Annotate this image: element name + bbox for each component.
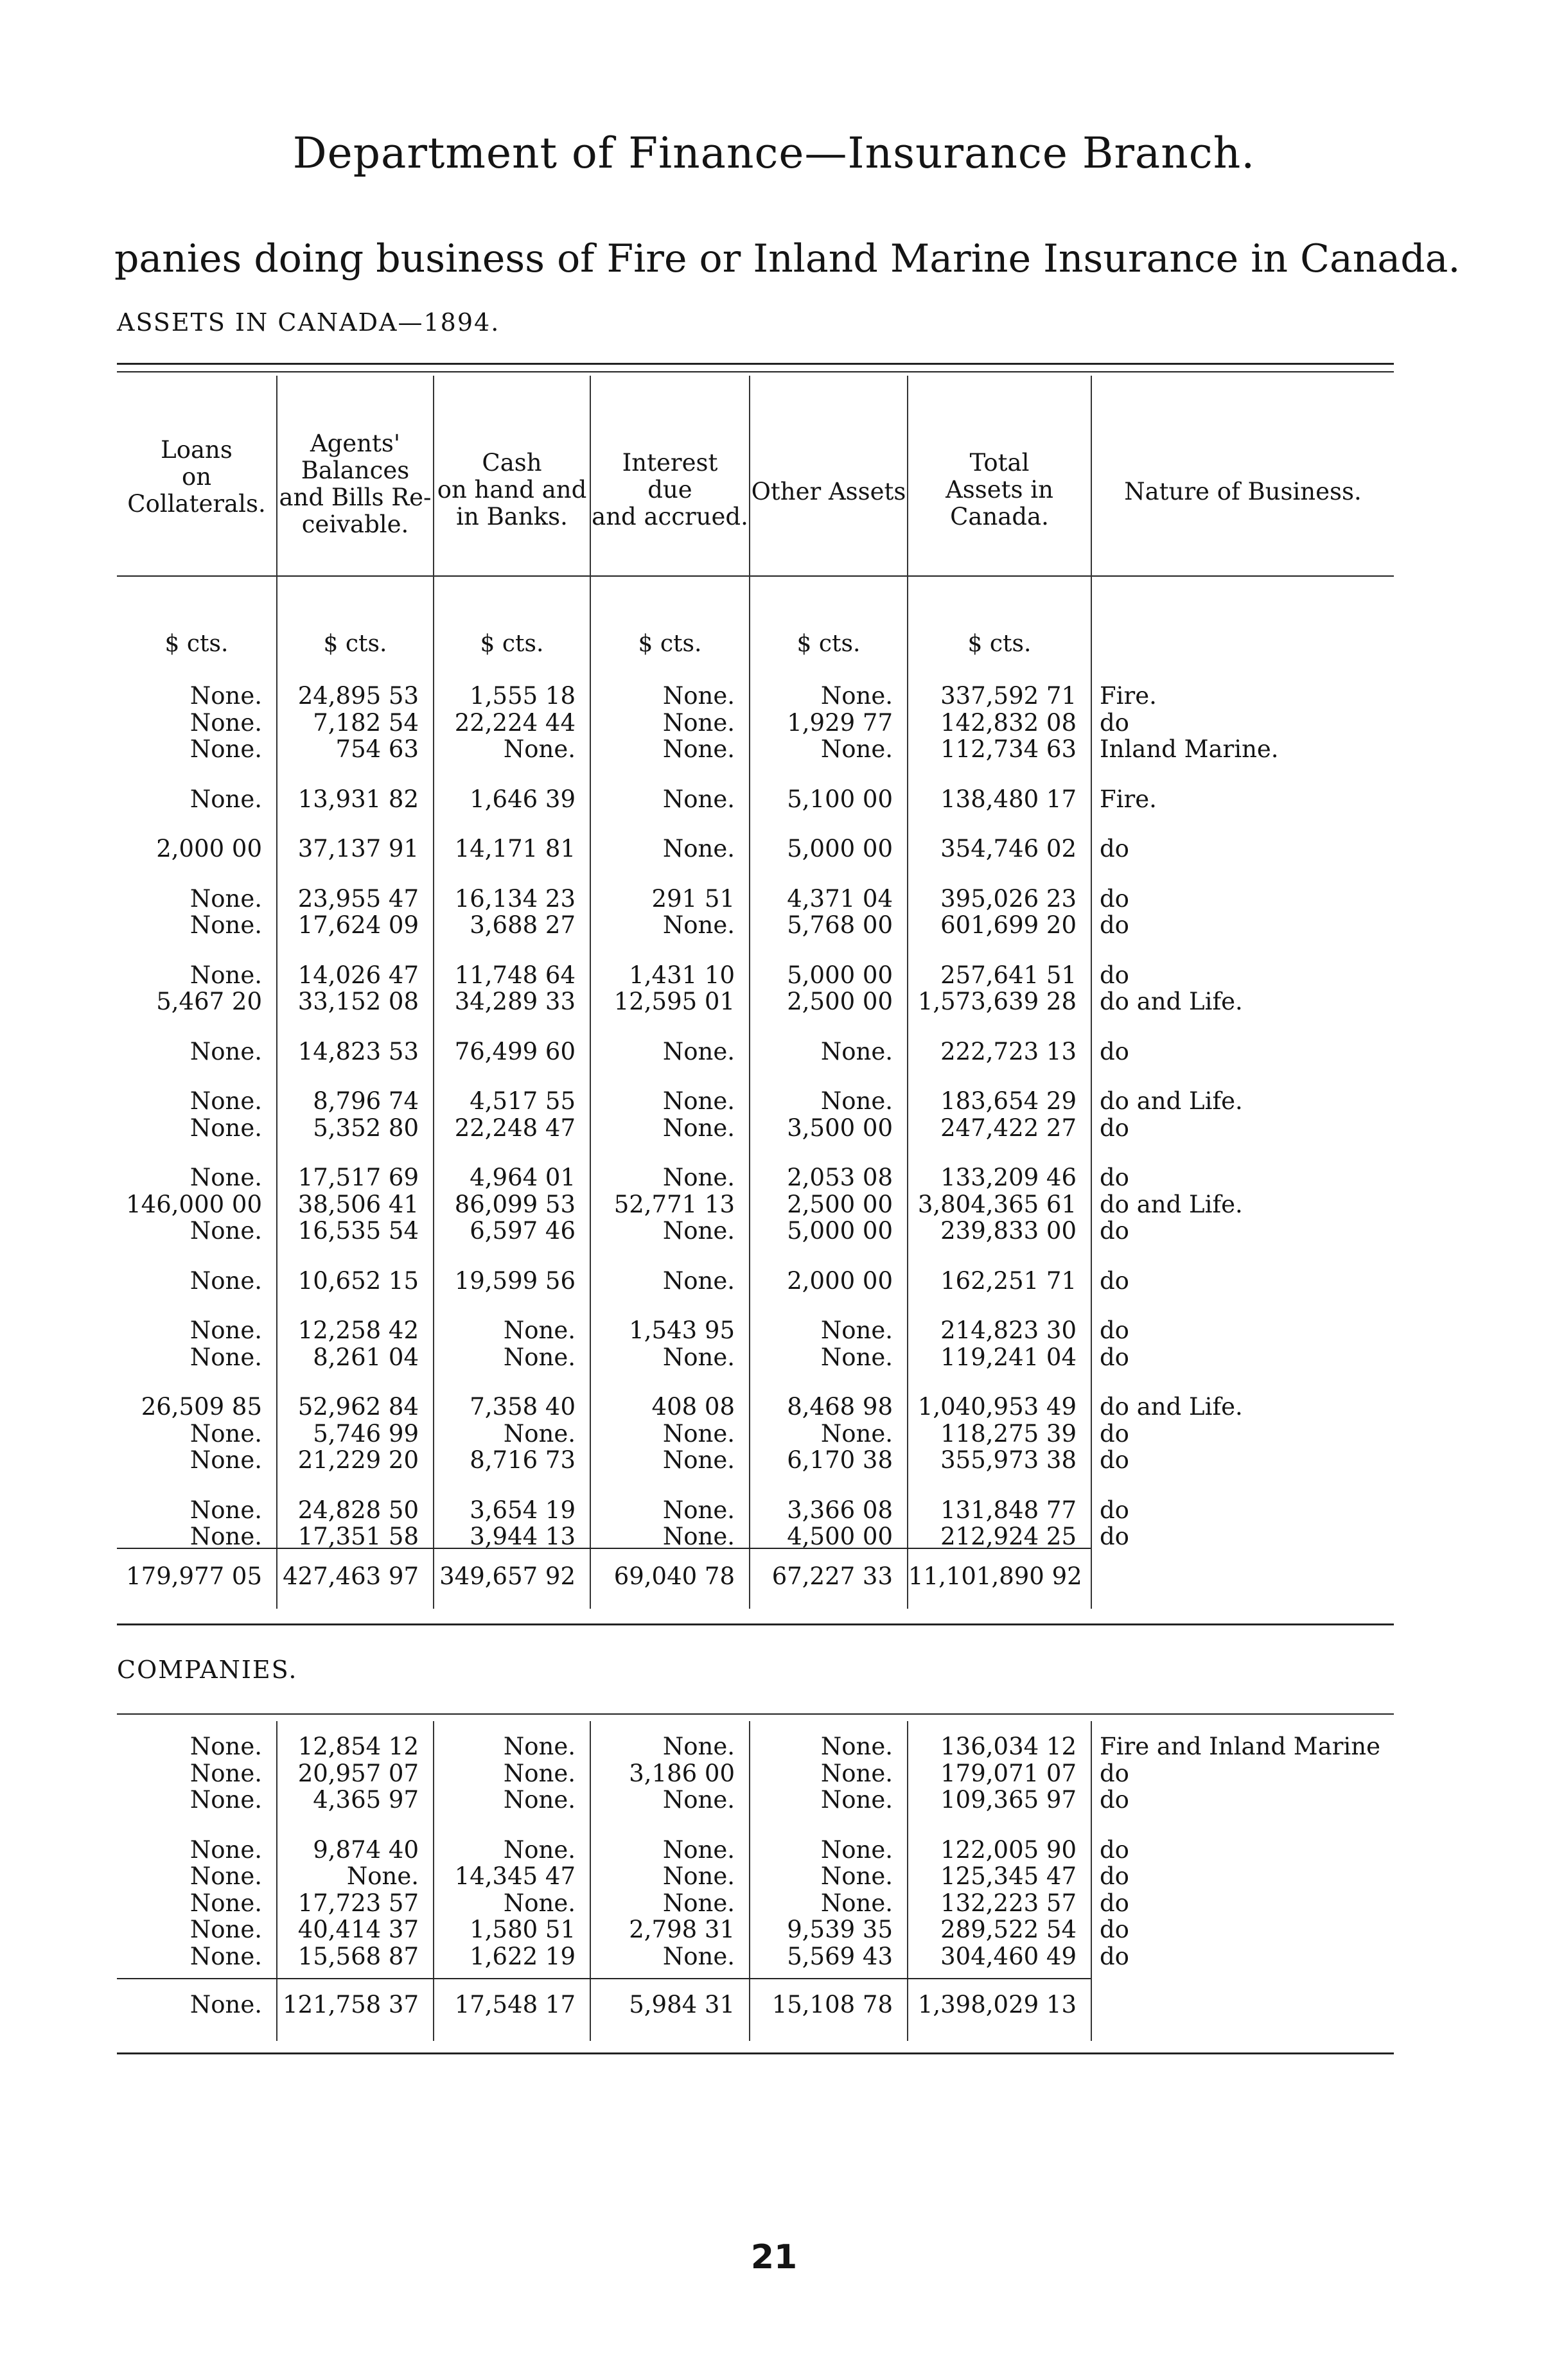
column-header-6: Total Assets in Canada. <box>946 449 1053 530</box>
table1-value-cell: 138,480 17 <box>940 785 1077 813</box>
table1-value-cell: 214,823 30 <box>940 1317 1077 1344</box>
table1-value-cell: 601,699 20 <box>940 911 1077 939</box>
table1-value-cell: None. <box>820 1317 893 1344</box>
table1-nature-cell: do <box>1100 1523 1129 1550</box>
table2-value-cell: None. <box>189 1786 262 1814</box>
table1-value-cell: 8,716 73 <box>470 1446 576 1474</box>
table2-value-cell: 289,522 54 <box>940 1916 1077 1943</box>
table1-total-cell: 349,657 92 <box>439 1562 576 1590</box>
table1-value-cell: 86,099 53 <box>454 1190 576 1218</box>
table1-value-cell: None. <box>662 1037 735 1065</box>
table1-value-cell: None. <box>662 1087 735 1115</box>
table1-value-cell: 6,597 46 <box>470 1217 576 1245</box>
table1-nature-cell: Inland Marine. <box>1100 735 1279 763</box>
table1-nature-cell: do <box>1100 1164 1129 1191</box>
table1-value-cell: 354,746 02 <box>940 835 1077 862</box>
table1-value-cell: 8,261 04 <box>313 1343 419 1371</box>
page-subtitle: panies doing business of Fire or Inland Marine Insurance in Canada. <box>114 236 1461 281</box>
table1-nature-cell: do <box>1100 884 1129 913</box>
table1-value-cell: 24,895 53 <box>297 682 419 710</box>
table1-total-cell: 67,227 33 <box>771 1562 893 1590</box>
table2-total-cell: 17,548 17 <box>454 1991 576 2018</box>
table1-value-cell: None. <box>189 1217 262 1245</box>
table1-value-cell: 17,351 58 <box>297 1523 419 1550</box>
table1-value-cell: None. <box>189 735 262 763</box>
table1-value-cell: 395,026 23 <box>940 884 1077 913</box>
table1-value-cell: 12,258 42 <box>297 1317 419 1344</box>
table1-value-cell: None. <box>189 1317 262 1344</box>
table1-value-cell: None. <box>662 1523 735 1550</box>
table1-value-cell: None. <box>189 1037 262 1065</box>
table1-value-cell: 52,771 13 <box>613 1190 735 1218</box>
table1-value-cell: 2,000 00 <box>787 1266 893 1295</box>
table1-nature-cell: do <box>1100 911 1129 939</box>
table1-value-cell: 52,962 84 <box>297 1393 419 1421</box>
table2-value-cell: None. <box>503 1759 576 1787</box>
table1-value-cell: 118,275 39 <box>940 1419 1077 1448</box>
table1-value-cell: 4,964 01 <box>470 1164 576 1191</box>
table1-value-cell: None. <box>189 1496 262 1524</box>
table1-value-cell: 6,170 38 <box>787 1446 893 1474</box>
table1-value-cell: None. <box>189 785 262 813</box>
table1-value-cell: 4,500 00 <box>787 1523 893 1550</box>
table1-value-cell: 355,973 38 <box>940 1446 1077 1474</box>
unit-label: $ cts. <box>796 631 861 657</box>
table1-value-cell: 1,555 18 <box>470 682 576 710</box>
table2-value-cell: None. <box>503 1733 576 1760</box>
table1-value-cell: None. <box>662 835 735 862</box>
table1-value-cell: 5,746 99 <box>313 1419 419 1448</box>
table2-value-cell: None. <box>189 1916 262 1943</box>
table2-value-cell: None. <box>189 1835 262 1864</box>
table1-value-cell: 16,535 54 <box>297 1217 419 1245</box>
table1-nature-cell: do <box>1100 1217 1129 1245</box>
table2-total-cell: 5,984 31 <box>629 1991 735 2018</box>
table1-value-cell: None. <box>662 1266 735 1295</box>
table1-value-cell: 12,595 01 <box>613 988 735 1015</box>
table2-value-cell: 17,723 57 <box>297 1889 419 1917</box>
table1-nature-cell: do <box>1100 1496 1129 1524</box>
table1-value-cell: 37,137 91 <box>297 835 419 862</box>
table1-value-cell: None. <box>662 1217 735 1245</box>
table1-value-cell: 5,100 00 <box>787 785 893 813</box>
table1-value-cell: None. <box>662 1496 735 1524</box>
table1-value-cell: None. <box>662 911 735 939</box>
table2-bottom-rule <box>117 2052 1394 2054</box>
table1-value-cell: 22,248 47 <box>454 1114 576 1142</box>
table1-value-cell: 34,289 33 <box>454 988 576 1015</box>
table1-value-cell: 8,796 74 <box>313 1087 419 1115</box>
table2-nature-cell: do <box>1100 1862 1129 1890</box>
table1-value-cell: 754 63 <box>335 735 419 763</box>
table1-value-cell: 337,592 71 <box>940 682 1077 710</box>
table1-nature-cell: do and Life. <box>1100 988 1243 1015</box>
table1-value-cell: 162,251 71 <box>940 1266 1077 1295</box>
table2-value-cell: 132,223 57 <box>940 1889 1077 1917</box>
table1-nature-cell: do <box>1100 1114 1129 1142</box>
table1-value-cell: 1,929 77 <box>787 708 893 737</box>
table1-value-cell: None. <box>189 1114 262 1142</box>
table1-value-cell: 76,499 60 <box>454 1037 576 1065</box>
table1-value-cell: None. <box>662 1114 735 1142</box>
section-heading-assets: ASSETS IN CANADA—1894. <box>117 308 500 337</box>
table1-value-cell: 24,828 50 <box>297 1496 419 1524</box>
table1-value-cell: 239,833 00 <box>940 1217 1077 1245</box>
table1-value-cell: 131,848 77 <box>940 1496 1077 1524</box>
table1-value-cell: 2,053 08 <box>787 1164 893 1191</box>
table2-value-cell: 40,414 37 <box>297 1916 419 1943</box>
table1-value-cell: 10,652 15 <box>297 1266 419 1295</box>
table2-value-cell: None. <box>189 1862 262 1890</box>
column-header-1: Loans on Collaterals. <box>127 436 266 518</box>
table2-value-cell: None. <box>503 1835 576 1864</box>
column-header-4: Interest due and accrued. <box>592 449 748 530</box>
table2-value-cell: 12,854 12 <box>297 1733 419 1760</box>
table2-nature-cell: do <box>1100 1835 1129 1864</box>
table2-nature-cell: do <box>1100 1889 1129 1917</box>
table2-value-cell: None. <box>189 1889 262 1917</box>
table1-value-cell: 4,517 55 <box>470 1087 576 1115</box>
table1-value-cell: None. <box>189 1523 262 1550</box>
table1-value-cell: 1,646 39 <box>470 785 576 813</box>
table1-value-cell: 3,366 08 <box>787 1496 893 1524</box>
table1-value-cell: 5,467 20 <box>156 988 262 1015</box>
table1-value-cell: 16,134 23 <box>454 884 576 913</box>
table2-value-cell: None. <box>820 1733 893 1760</box>
table1-total-cell: 69,040 78 <box>613 1562 735 1590</box>
table1-value-cell: None. <box>662 735 735 763</box>
table2-value-cell: None. <box>662 1835 735 1864</box>
table2-value-cell: None. <box>820 1862 893 1890</box>
table1-value-cell: 5,000 00 <box>787 1217 893 1245</box>
table2-value-cell: None. <box>820 1835 893 1864</box>
table1-nature-cell: do <box>1100 1419 1129 1448</box>
table2-value-cell: 2,798 31 <box>629 1916 735 1943</box>
table1-value-cell: 257,641 51 <box>940 961 1077 989</box>
table2-value-cell: 9,874 40 <box>313 1835 419 1864</box>
table1-value-cell: None. <box>503 1317 576 1344</box>
table1-value-cell: None. <box>820 735 893 763</box>
table1-value-cell: None. <box>662 1446 735 1474</box>
table1-total-cell: 427,463 97 <box>283 1562 419 1590</box>
table1-value-cell: None. <box>189 911 262 939</box>
table1-value-cell: None. <box>662 1343 735 1371</box>
table1-value-cell: 13,931 82 <box>297 785 419 813</box>
table1-top-rule-2 <box>117 371 1394 372</box>
table1-value-cell: 23,955 47 <box>297 884 419 913</box>
table1-value-cell: 408 08 <box>651 1393 735 1421</box>
table1-value-cell: 247,422 27 <box>940 1114 1077 1142</box>
table1-value-cell: None. <box>503 735 576 763</box>
table1-value-cell: 1,543 95 <box>629 1317 735 1344</box>
table2-value-cell: None. <box>820 1889 893 1917</box>
table2-value-cell: 9,539 35 <box>787 1916 893 1943</box>
table1-nature-cell: do <box>1100 1266 1129 1295</box>
table1-value-cell: None. <box>662 708 735 737</box>
table2-value-cell: None. <box>820 1759 893 1787</box>
table1-value-cell: None. <box>820 1419 893 1448</box>
table1-value-cell: 22,224 44 <box>454 708 576 737</box>
table2-top-rule <box>117 1713 1394 1715</box>
table2-value-cell: 125,345 47 <box>940 1862 1077 1890</box>
table1-value-cell: 4,371 04 <box>787 884 893 913</box>
table1-nature-cell: do <box>1100 1037 1129 1065</box>
table1-value-cell: 14,026 47 <box>297 961 419 989</box>
table2-value-cell: None. <box>503 1786 576 1814</box>
table2-total-cell: 121,758 37 <box>283 1991 419 2018</box>
table2-value-cell: 136,034 12 <box>940 1733 1077 1760</box>
table1-value-cell: 14,823 53 <box>297 1037 419 1065</box>
table1-total-cell: 11,101,890 92 <box>908 1562 1082 1590</box>
table1-value-cell: 14,171 81 <box>454 835 576 862</box>
table2-value-cell: None. <box>820 1786 893 1814</box>
table1-value-cell: 1,573,639 28 <box>917 988 1077 1015</box>
col-divider-6 <box>1091 376 1092 1609</box>
table1-nature-cell: Fire. <box>1100 682 1157 710</box>
table2-value-cell: 109,365 97 <box>940 1786 1077 1814</box>
table1-value-cell: None. <box>820 1087 893 1115</box>
table1-value-cell: 112,734 63 <box>940 735 1077 763</box>
table1-value-cell: None. <box>662 785 735 813</box>
page-number: 21 <box>750 2238 798 2277</box>
table2-value-cell: 3,186 00 <box>629 1759 735 1787</box>
table1-value-cell: 3,688 27 <box>470 911 576 939</box>
table1-total-rule <box>117 1548 1091 1549</box>
table1-top-rule <box>117 363 1394 365</box>
table2-nature-cell: do <box>1100 1759 1129 1787</box>
table2-nature-cell: do <box>1100 1916 1129 1943</box>
table2-total-cell: 1,398,029 13 <box>917 1991 1077 2018</box>
table1-value-cell: None. <box>503 1343 576 1371</box>
column-header-5: Other Assets <box>751 478 906 505</box>
table1-nature-cell: do and Life. <box>1100 1087 1243 1115</box>
table1-value-cell: 5,000 00 <box>787 961 893 989</box>
table1-value-cell: 5,000 00 <box>787 835 893 862</box>
table1-value-cell: 8,468 98 <box>787 1393 893 1421</box>
unit-label: $ cts. <box>638 631 702 657</box>
table1-value-cell: 5,352 80 <box>313 1114 419 1142</box>
table1-value-cell: 11,748 64 <box>454 961 576 989</box>
table1-bottom-rule <box>117 1623 1394 1625</box>
table1-value-cell: 2,500 00 <box>787 988 893 1015</box>
table1-value-cell: None. <box>503 1419 576 1448</box>
table2-value-cell: None. <box>662 1942 735 1970</box>
table2-value-cell: 20,957 07 <box>297 1759 419 1787</box>
table1-value-cell: 133,209 46 <box>940 1164 1077 1191</box>
table1-value-cell: None. <box>189 1087 262 1115</box>
table2-nature-cell: Fire and Inland Marine <box>1100 1733 1380 1760</box>
table2-value-cell: None. <box>662 1786 735 1814</box>
page-title: Department of Finance—Insurance Branch. <box>292 128 1256 178</box>
table1-value-cell: 3,500 00 <box>787 1114 893 1142</box>
table2-value-cell: 14,345 47 <box>454 1862 576 1890</box>
table2-total-rule <box>117 1978 1091 1979</box>
table1-value-cell: 17,517 69 <box>297 1164 419 1191</box>
table2-value-cell: 304,460 49 <box>940 1942 1077 1970</box>
table1-value-cell: None. <box>820 1037 893 1065</box>
table1-value-cell: None. <box>662 1419 735 1448</box>
table2-value-cell: None. <box>189 1733 262 1760</box>
table1-value-cell: 212,924 25 <box>940 1523 1077 1550</box>
table1-value-cell: None. <box>189 1343 262 1371</box>
table2-value-cell: None. <box>662 1889 735 1917</box>
unit-label: $ cts. <box>967 631 1032 657</box>
table2-value-cell: None. <box>189 1759 262 1787</box>
table1-nature-cell: do <box>1100 1317 1129 1344</box>
table2-nature-cell: do <box>1100 1942 1129 1970</box>
header-bottom-rule <box>117 575 1394 577</box>
table2-value-cell: 179,071 07 <box>940 1759 1077 1787</box>
table1-value-cell: 26,509 85 <box>141 1393 262 1421</box>
unit-label: $ cts. <box>323 631 387 657</box>
table1-nature-cell: do <box>1100 835 1129 862</box>
table1-value-cell: None. <box>189 1164 262 1191</box>
table1-nature-cell: do <box>1100 708 1129 737</box>
table1-nature-cell: do and Life. <box>1100 1190 1243 1218</box>
column-header-2: Agents' Balances and Bills Re- ceivable. <box>279 430 432 538</box>
table2-value-cell: 4,365 97 <box>313 1786 419 1814</box>
table1-value-cell: None. <box>189 1266 262 1295</box>
table1-value-cell: None. <box>189 1419 262 1448</box>
table2-value-cell: 15,568 87 <box>297 1942 419 1970</box>
table1-value-cell: 2,500 00 <box>787 1190 893 1218</box>
table1-value-cell: None. <box>189 884 262 913</box>
table1-nature-cell: do <box>1100 961 1129 989</box>
table1-value-cell: 142,832 08 <box>940 708 1077 737</box>
table2-total-cell: None. <box>189 1991 262 2018</box>
table1-nature-cell: do <box>1100 1343 1129 1371</box>
table2-value-cell: None. <box>662 1862 735 1890</box>
table1-value-cell: 7,182 54 <box>313 708 419 737</box>
table1-value-cell: 1,431 10 <box>629 961 735 989</box>
table1-value-cell: 17,624 09 <box>297 911 419 939</box>
table1-value-cell: 19,599 56 <box>454 1266 576 1295</box>
unit-label: $ cts. <box>480 631 544 657</box>
table2-value-cell: 1,622 19 <box>470 1942 576 1970</box>
table1-value-cell: 222,723 13 <box>940 1037 1077 1065</box>
table1-value-cell: 7,358 40 <box>470 1393 576 1421</box>
table1-value-cell: 2,000 00 <box>156 835 262 862</box>
unit-label: $ cts. <box>164 631 229 657</box>
table1-value-cell: None. <box>189 682 262 710</box>
table1-value-cell: 183,654 29 <box>940 1087 1077 1115</box>
table1-nature-cell: do and Life. <box>1100 1393 1243 1421</box>
table2-value-cell: None. <box>346 1862 419 1890</box>
table1-nature-cell: Fire. <box>1100 785 1157 813</box>
t2-col-divider-6 <box>1091 1721 1092 2041</box>
table1-value-cell: 119,241 04 <box>940 1343 1077 1371</box>
column-header-3: Cash on hand and in Banks. <box>437 449 587 530</box>
table1-value-cell: None. <box>189 708 262 737</box>
table1-value-cell: None. <box>189 961 262 989</box>
table2-value-cell: None. <box>189 1942 262 1970</box>
table1-value-cell: 38,506 41 <box>297 1190 419 1218</box>
table1-value-cell: None. <box>820 1343 893 1371</box>
table1-total-cell: 179,977 05 <box>126 1562 262 1590</box>
table2-value-cell: 5,569 43 <box>787 1942 893 1970</box>
table1-value-cell: 5,768 00 <box>787 911 893 939</box>
table1-value-cell: 291 51 <box>651 884 735 913</box>
section-heading-companies: COMPANIES. <box>117 1656 298 1684</box>
table1-nature-cell: do <box>1100 1446 1129 1474</box>
table1-value-cell: None. <box>662 682 735 710</box>
table2-total-cell: 15,108 78 <box>771 1991 893 2018</box>
table2-value-cell: None. <box>503 1889 576 1917</box>
table1-value-cell: None. <box>662 1164 735 1191</box>
table1-value-cell: 3,804,365 61 <box>917 1190 1077 1218</box>
table1-value-cell: 33,152 08 <box>297 988 419 1015</box>
column-header-7: Nature of Business. <box>1124 478 1362 505</box>
table2-nature-cell: do <box>1100 1786 1129 1814</box>
table2-value-cell: 1,580 51 <box>470 1916 576 1943</box>
table1-value-cell: 21,229 20 <box>297 1446 419 1474</box>
table1-value-cell: 3,654 19 <box>470 1496 576 1524</box>
table1-value-cell: 1,040,953 49 <box>917 1393 1077 1421</box>
table1-value-cell: 146,000 00 <box>126 1190 262 1218</box>
table2-value-cell: 122,005 90 <box>940 1835 1077 1864</box>
table1-value-cell: 3,944 13 <box>470 1523 576 1550</box>
table1-value-cell: None. <box>189 1446 262 1474</box>
table2-value-cell: None. <box>662 1733 735 1760</box>
table1-value-cell: None. <box>820 682 893 710</box>
